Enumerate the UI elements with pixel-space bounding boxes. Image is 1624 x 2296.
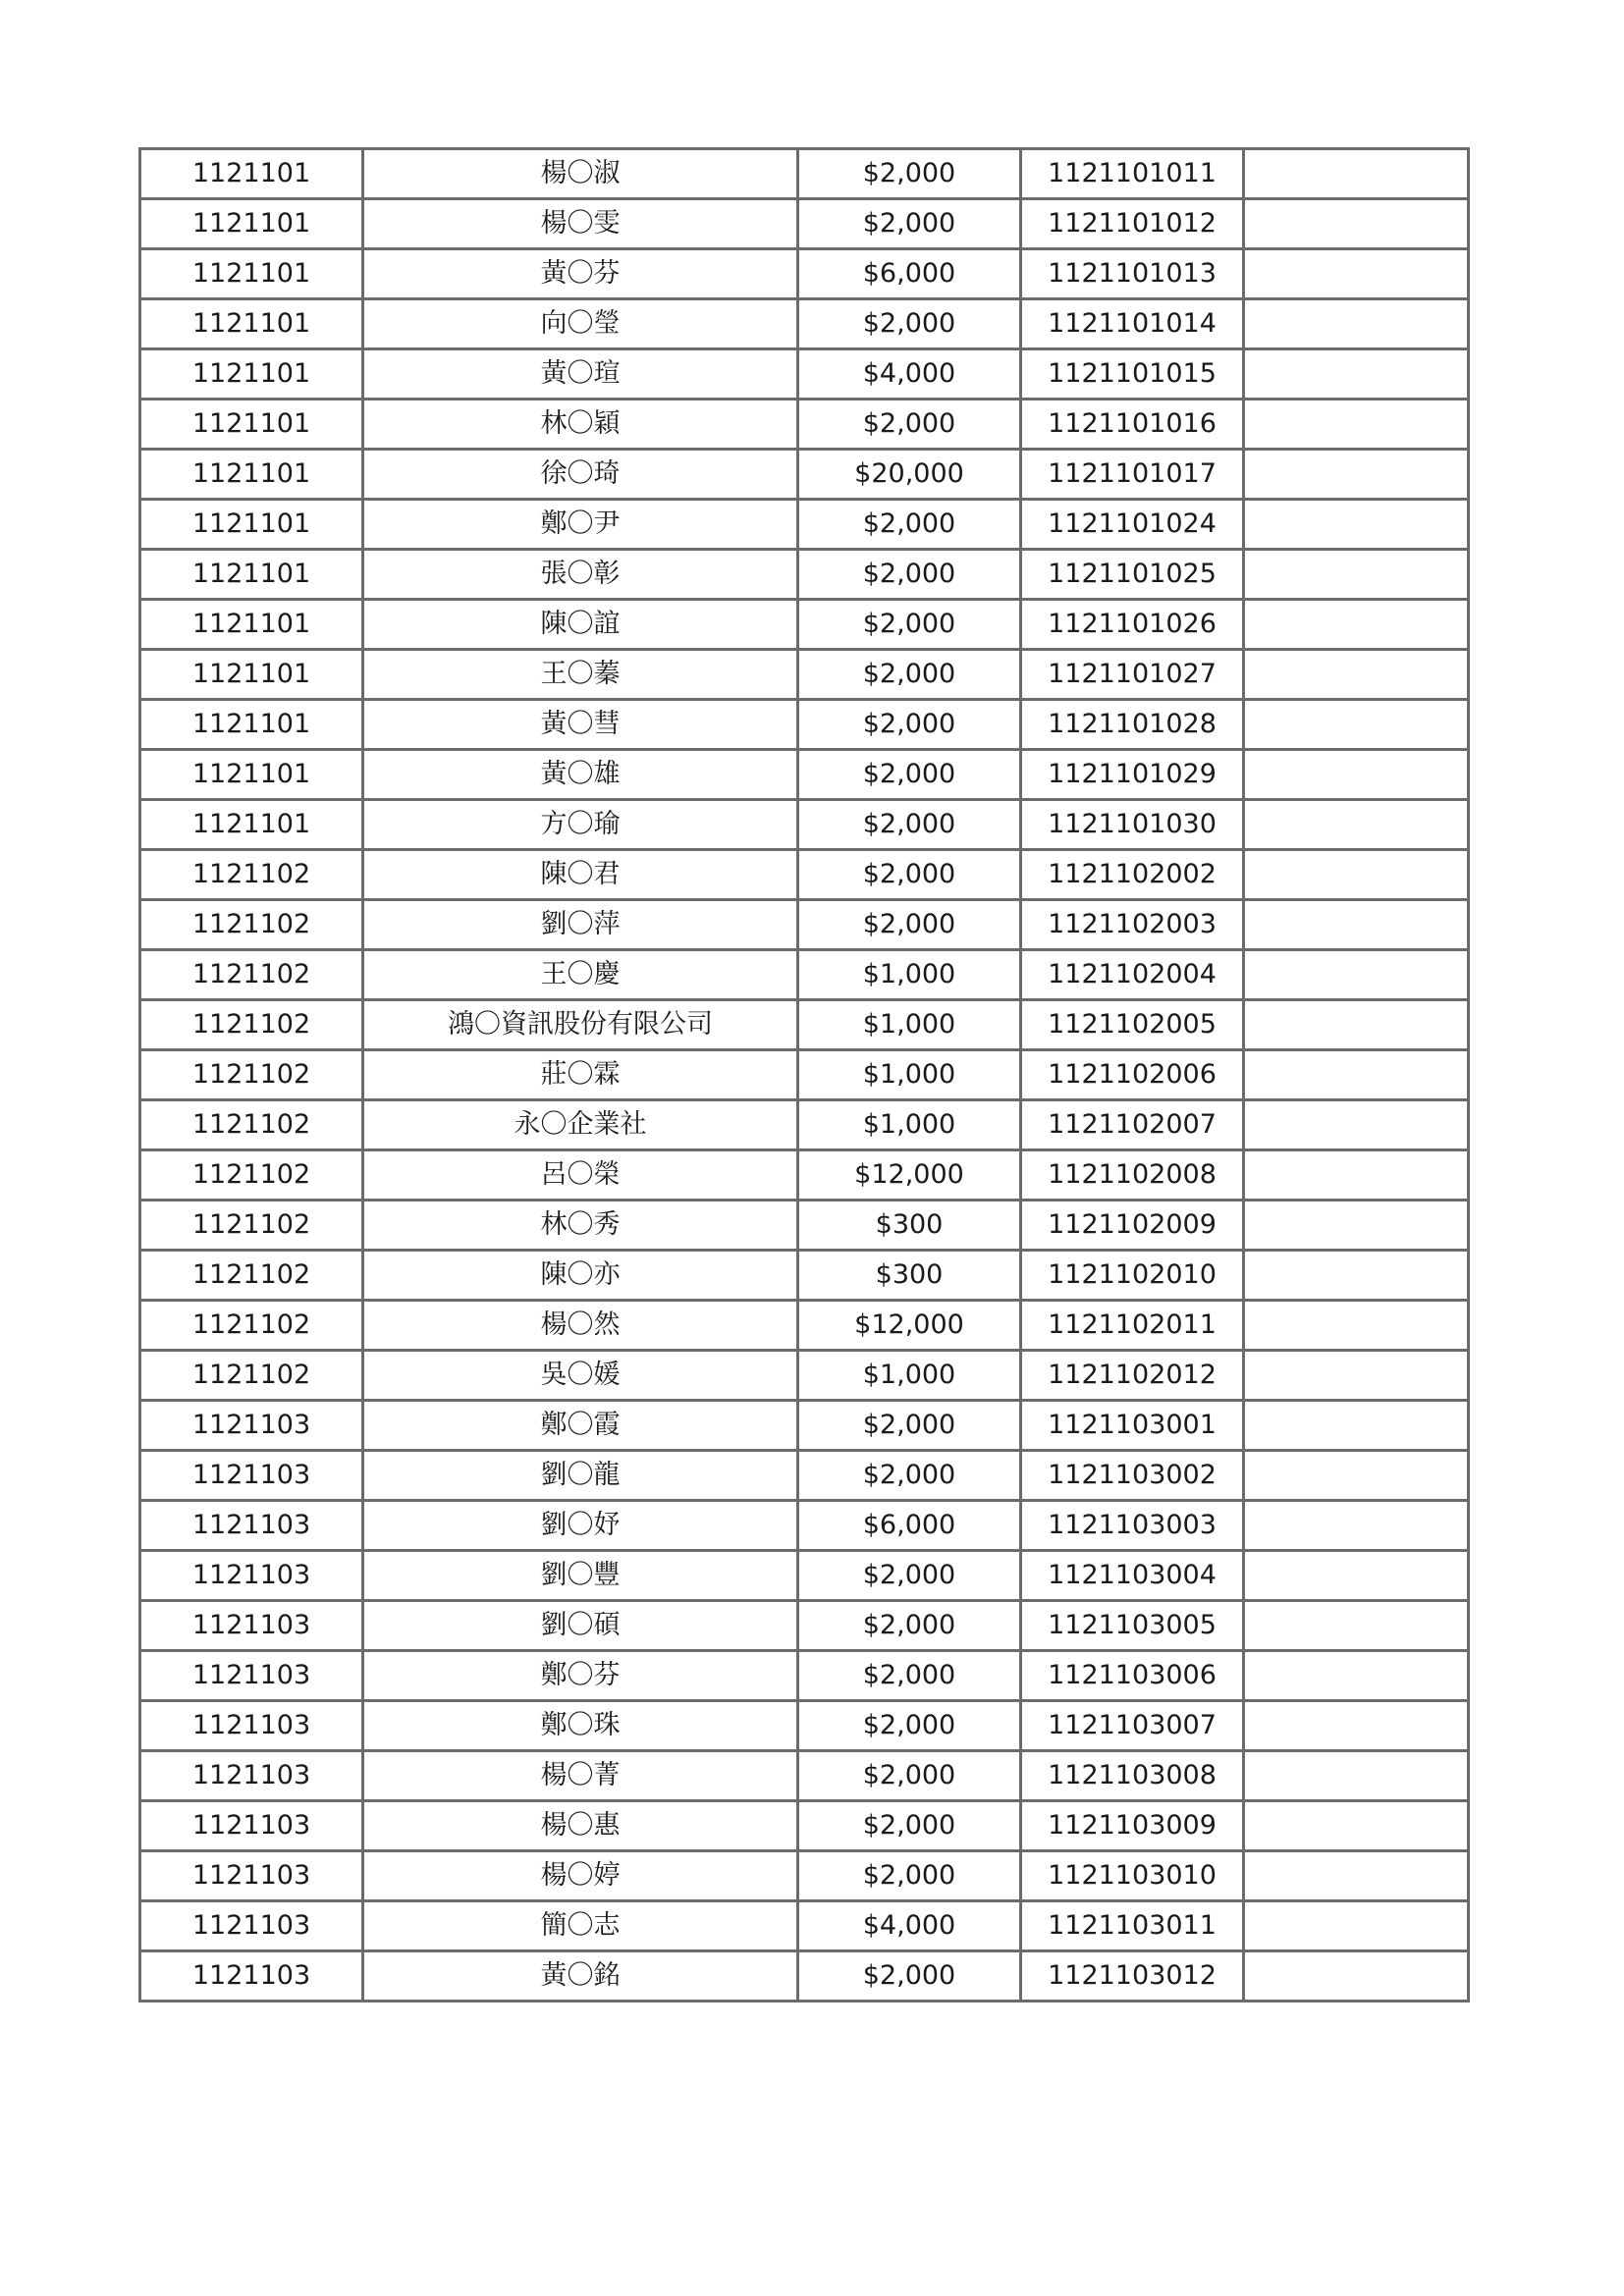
amount-cell: $2,000	[798, 550, 1021, 600]
table-row	[140, 650, 1469, 700]
receipt-number-cell: 1121103011	[1021, 1901, 1244, 1951]
donor-name-cell: 鴻〇資訊股份有限公司	[363, 1000, 798, 1050]
date-cell: 1121101	[140, 750, 363, 800]
note-cell	[1244, 700, 1469, 750]
receipt-number-cell: 1121101011	[1021, 149, 1244, 199]
note-cell	[1244, 1150, 1469, 1201]
donor-name-cell: 劉〇妤	[363, 1501, 798, 1551]
donor-name-cell: 黃〇彗	[363, 700, 798, 750]
donor-name-cell: 莊〇霖	[363, 1050, 798, 1100]
receipt-number-cell: 1121103004	[1021, 1551, 1244, 1601]
amount-cell: $1,000	[798, 1050, 1021, 1100]
note-cell	[1244, 1501, 1469, 1551]
donor-name-cell: 劉〇萍	[363, 900, 798, 950]
amount-cell: $12,000	[798, 1301, 1021, 1351]
donor-name-cell: 鄭〇芬	[363, 1651, 798, 1701]
table-row	[140, 299, 1469, 349]
donor-name-cell: 鄭〇尹	[363, 500, 798, 550]
donor-name-cell: 陳〇亦	[363, 1251, 798, 1301]
amount-cell: $2,000	[798, 1851, 1021, 1901]
table-row	[140, 1901, 1469, 1951]
date-cell: 1121103	[140, 1601, 363, 1651]
note-cell	[1244, 1701, 1469, 1751]
note-cell	[1244, 1000, 1469, 1050]
date-cell: 1121101	[140, 600, 363, 650]
receipt-number-cell: 1121103008	[1021, 1751, 1244, 1801]
note-cell	[1244, 650, 1469, 700]
table-row	[140, 500, 1469, 550]
table-row	[140, 1851, 1469, 1901]
receipt-number-cell: 1121101014	[1021, 299, 1244, 349]
date-cell: 1121102	[140, 900, 363, 950]
amount-cell: $2,000	[798, 1801, 1021, 1851]
table-row	[140, 400, 1469, 450]
date-cell: 1121103	[140, 1801, 363, 1851]
table-row	[140, 1000, 1469, 1050]
donor-name-cell: 陳〇誼	[363, 600, 798, 650]
receipt-number-cell: 1121101026	[1021, 600, 1244, 650]
receipt-number-cell: 1121101015	[1021, 349, 1244, 400]
date-cell: 1121101	[140, 500, 363, 550]
note-cell	[1244, 1851, 1469, 1901]
amount-cell: $2,000	[798, 700, 1021, 750]
donor-name-cell: 永〇企業社	[363, 1100, 798, 1150]
receipt-number-cell: 1121103002	[1021, 1451, 1244, 1501]
note-cell	[1244, 1050, 1469, 1100]
donor-name-cell: 張〇彰	[363, 550, 798, 600]
donor-name-cell: 徐〇琦	[363, 450, 798, 500]
note-cell	[1244, 800, 1469, 850]
date-cell: 1121101	[140, 450, 363, 500]
amount-cell: $2,000	[798, 1451, 1021, 1501]
donor-name-cell: 楊〇然	[363, 1301, 798, 1351]
table-row	[140, 199, 1469, 249]
amount-cell: $2,000	[798, 299, 1021, 349]
receipt-number-cell: 1121101028	[1021, 700, 1244, 750]
amount-cell: $1,000	[798, 1100, 1021, 1150]
date-cell: 1121102	[140, 1000, 363, 1050]
donor-name-cell: 楊〇惠	[363, 1801, 798, 1851]
table-row	[140, 750, 1469, 800]
receipt-number-cell: 1121103006	[1021, 1651, 1244, 1701]
receipt-number-cell: 1121102004	[1021, 950, 1244, 1000]
table-row	[140, 1751, 1469, 1801]
date-cell: 1121102	[140, 1150, 363, 1201]
table-row	[140, 1701, 1469, 1751]
table-row	[140, 1601, 1469, 1651]
date-cell: 1121102	[140, 850, 363, 900]
date-cell: 1121101	[140, 700, 363, 750]
receipt-number-cell: 1121102003	[1021, 900, 1244, 950]
date-cell: 1121102	[140, 1201, 363, 1251]
receipt-number-cell: 1121101012	[1021, 199, 1244, 249]
receipt-number-cell: 1121101017	[1021, 450, 1244, 500]
date-cell: 1121103	[140, 1501, 363, 1551]
note-cell	[1244, 299, 1469, 349]
note-cell	[1244, 950, 1469, 1000]
table-row	[140, 1551, 1469, 1601]
amount-cell: $12,000	[798, 1150, 1021, 1201]
receipt-number-cell: 1121102007	[1021, 1100, 1244, 1150]
date-cell: 1121103	[140, 1401, 363, 1451]
amount-cell: $2,000	[798, 149, 1021, 199]
date-cell: 1121103	[140, 1901, 363, 1951]
receipt-number-cell: 1121101030	[1021, 800, 1244, 850]
note-cell	[1244, 1601, 1469, 1651]
date-cell: 1121101	[140, 550, 363, 600]
table-row	[140, 1100, 1469, 1150]
note-cell	[1244, 1951, 1469, 2002]
amount-cell: $4,000	[798, 349, 1021, 400]
donor-name-cell: 楊〇淑	[363, 149, 798, 199]
receipt-number-cell: 1121102009	[1021, 1201, 1244, 1251]
donor-name-cell: 簡〇志	[363, 1901, 798, 1951]
table-row	[140, 800, 1469, 850]
note-cell	[1244, 1301, 1469, 1351]
table-row	[140, 1801, 1469, 1851]
amount-cell: $2,000	[798, 800, 1021, 850]
note-cell	[1244, 850, 1469, 900]
amount-cell: $1,000	[798, 1351, 1021, 1401]
amount-cell: $6,000	[798, 1501, 1021, 1551]
receipt-number-cell: 1121101024	[1021, 500, 1244, 550]
receipt-number-cell: 1121101027	[1021, 650, 1244, 700]
amount-cell: $2,000	[798, 1701, 1021, 1751]
donor-name-cell: 劉〇龍	[363, 1451, 798, 1501]
donor-name-cell: 向〇瑩	[363, 299, 798, 349]
donation-table	[138, 147, 1470, 2002]
date-cell: 1121102	[140, 1050, 363, 1100]
table-row	[140, 1951, 1469, 2002]
amount-cell: $2,000	[798, 1401, 1021, 1451]
amount-cell: $2,000	[798, 750, 1021, 800]
date-cell: 1121103	[140, 1751, 363, 1801]
date-cell: 1121102	[140, 1100, 363, 1150]
date-cell: 1121102	[140, 950, 363, 1000]
donor-name-cell: 吳〇媛	[363, 1351, 798, 1401]
date-cell: 1121103	[140, 1651, 363, 1701]
amount-cell: $2,000	[798, 650, 1021, 700]
table-row	[140, 1501, 1469, 1551]
note-cell	[1244, 149, 1469, 199]
amount-cell: $2,000	[798, 900, 1021, 950]
note-cell	[1244, 1100, 1469, 1150]
date-cell: 1121103	[140, 1551, 363, 1601]
table-row	[140, 550, 1469, 600]
donor-name-cell: 王〇蓁	[363, 650, 798, 700]
receipt-number-cell: 1121102010	[1021, 1251, 1244, 1301]
date-cell: 1121103	[140, 1701, 363, 1751]
receipt-number-cell: 1121102008	[1021, 1150, 1244, 1201]
donor-name-cell: 王〇慶	[363, 950, 798, 1000]
amount-cell: $300	[798, 1251, 1021, 1301]
date-cell: 1121101	[140, 299, 363, 349]
amount-cell: $2,000	[798, 600, 1021, 650]
date-cell: 1121102	[140, 1351, 363, 1401]
amount-cell: $4,000	[798, 1901, 1021, 1951]
receipt-number-cell: 1121103010	[1021, 1851, 1244, 1901]
note-cell	[1244, 1401, 1469, 1451]
amount-cell: $20,000	[798, 450, 1021, 500]
receipt-number-cell: 1121103003	[1021, 1501, 1244, 1551]
donor-name-cell: 楊〇雯	[363, 199, 798, 249]
receipt-number-cell: 1121101016	[1021, 400, 1244, 450]
note-cell	[1244, 900, 1469, 950]
date-cell: 1121102	[140, 1301, 363, 1351]
note-cell	[1244, 1651, 1469, 1701]
donor-name-cell: 鄭〇珠	[363, 1701, 798, 1751]
table-row	[140, 149, 1469, 199]
table-row	[140, 700, 1469, 750]
table-row	[140, 600, 1469, 650]
receipt-number-cell: 1121101029	[1021, 750, 1244, 800]
amount-cell: $2,000	[798, 1651, 1021, 1701]
note-cell	[1244, 1751, 1469, 1801]
receipt-number-cell: 1121103012	[1021, 1951, 1244, 2002]
donor-name-cell: 黃〇瑄	[363, 349, 798, 400]
receipt-number-cell: 1121102006	[1021, 1050, 1244, 1100]
amount-cell: $2,000	[798, 500, 1021, 550]
date-cell: 1121101	[140, 349, 363, 400]
receipt-number-cell: 1121101025	[1021, 550, 1244, 600]
note-cell	[1244, 1351, 1469, 1401]
table-row	[140, 1351, 1469, 1401]
table-row	[140, 1651, 1469, 1701]
date-cell: 1121101	[140, 249, 363, 299]
receipt-number-cell: 1121102005	[1021, 1000, 1244, 1050]
donor-name-cell: 劉〇豐	[363, 1551, 798, 1601]
note-cell	[1244, 1451, 1469, 1501]
date-cell: 1121103	[140, 1851, 363, 1901]
note-cell	[1244, 600, 1469, 650]
receipt-number-cell: 1121102012	[1021, 1351, 1244, 1401]
receipt-number-cell: 1121103001	[1021, 1401, 1244, 1451]
note-cell	[1244, 400, 1469, 450]
date-cell: 1121102	[140, 1251, 363, 1301]
note-cell	[1244, 1551, 1469, 1601]
donor-name-cell: 楊〇菁	[363, 1751, 798, 1801]
amount-cell: $2,000	[798, 199, 1021, 249]
table-row	[140, 1201, 1469, 1251]
table-row	[140, 850, 1469, 900]
table-row	[140, 900, 1469, 950]
amount-cell: $2,000	[798, 400, 1021, 450]
note-cell	[1244, 550, 1469, 600]
note-cell	[1244, 1251, 1469, 1301]
date-cell: 1121103	[140, 1451, 363, 1501]
amount-cell: $2,000	[798, 1751, 1021, 1801]
date-cell: 1121101	[140, 199, 363, 249]
table-row	[140, 1301, 1469, 1351]
receipt-number-cell: 1121102002	[1021, 850, 1244, 900]
donor-name-cell: 黃〇雄	[363, 750, 798, 800]
table-row	[140, 450, 1469, 500]
receipt-number-cell: 1121103009	[1021, 1801, 1244, 1851]
amount-cell: $2,000	[798, 850, 1021, 900]
date-cell: 1121101	[140, 149, 363, 199]
receipt-number-cell: 1121102011	[1021, 1301, 1244, 1351]
date-cell: 1121103	[140, 1951, 363, 2002]
table-row	[140, 1401, 1469, 1451]
table-row	[140, 1050, 1469, 1100]
table-row	[140, 950, 1469, 1000]
date-cell: 1121101	[140, 650, 363, 700]
donor-name-cell: 黃〇銘	[363, 1951, 798, 2002]
note-cell	[1244, 500, 1469, 550]
note-cell	[1244, 1201, 1469, 1251]
note-cell	[1244, 349, 1469, 400]
donor-name-cell: 林〇秀	[363, 1201, 798, 1251]
note-cell	[1244, 1801, 1469, 1851]
receipt-number-cell: 1121103007	[1021, 1701, 1244, 1751]
table-row	[140, 1451, 1469, 1501]
donor-name-cell: 方〇瑜	[363, 800, 798, 850]
donor-name-cell: 劉〇碩	[363, 1601, 798, 1651]
amount-cell: $6,000	[798, 249, 1021, 299]
date-cell: 1121101	[140, 400, 363, 450]
note-cell	[1244, 249, 1469, 299]
note-cell	[1244, 450, 1469, 500]
donation-table-body	[140, 149, 1469, 2002]
amount-cell: $1,000	[798, 950, 1021, 1000]
note-cell	[1244, 750, 1469, 800]
table-row	[140, 349, 1469, 400]
donor-name-cell: 林〇穎	[363, 400, 798, 450]
amount-cell: $300	[798, 1201, 1021, 1251]
amount-cell: $2,000	[798, 1951, 1021, 2002]
note-cell	[1244, 1901, 1469, 1951]
donor-name-cell: 黃〇芬	[363, 249, 798, 299]
receipt-number-cell: 1121101013	[1021, 249, 1244, 299]
date-cell: 1121101	[140, 800, 363, 850]
amount-cell: $2,000	[798, 1601, 1021, 1651]
donor-name-cell: 楊〇婷	[363, 1851, 798, 1901]
amount-cell: $2,000	[798, 1551, 1021, 1601]
donor-name-cell: 呂〇榮	[363, 1150, 798, 1201]
amount-cell: $1,000	[798, 1000, 1021, 1050]
donor-name-cell: 鄭〇霞	[363, 1401, 798, 1451]
receipt-number-cell: 1121103005	[1021, 1601, 1244, 1651]
table-row	[140, 1251, 1469, 1301]
table-row	[140, 249, 1469, 299]
note-cell	[1244, 199, 1469, 249]
donor-name-cell: 陳〇君	[363, 850, 798, 900]
table-row	[140, 1150, 1469, 1201]
